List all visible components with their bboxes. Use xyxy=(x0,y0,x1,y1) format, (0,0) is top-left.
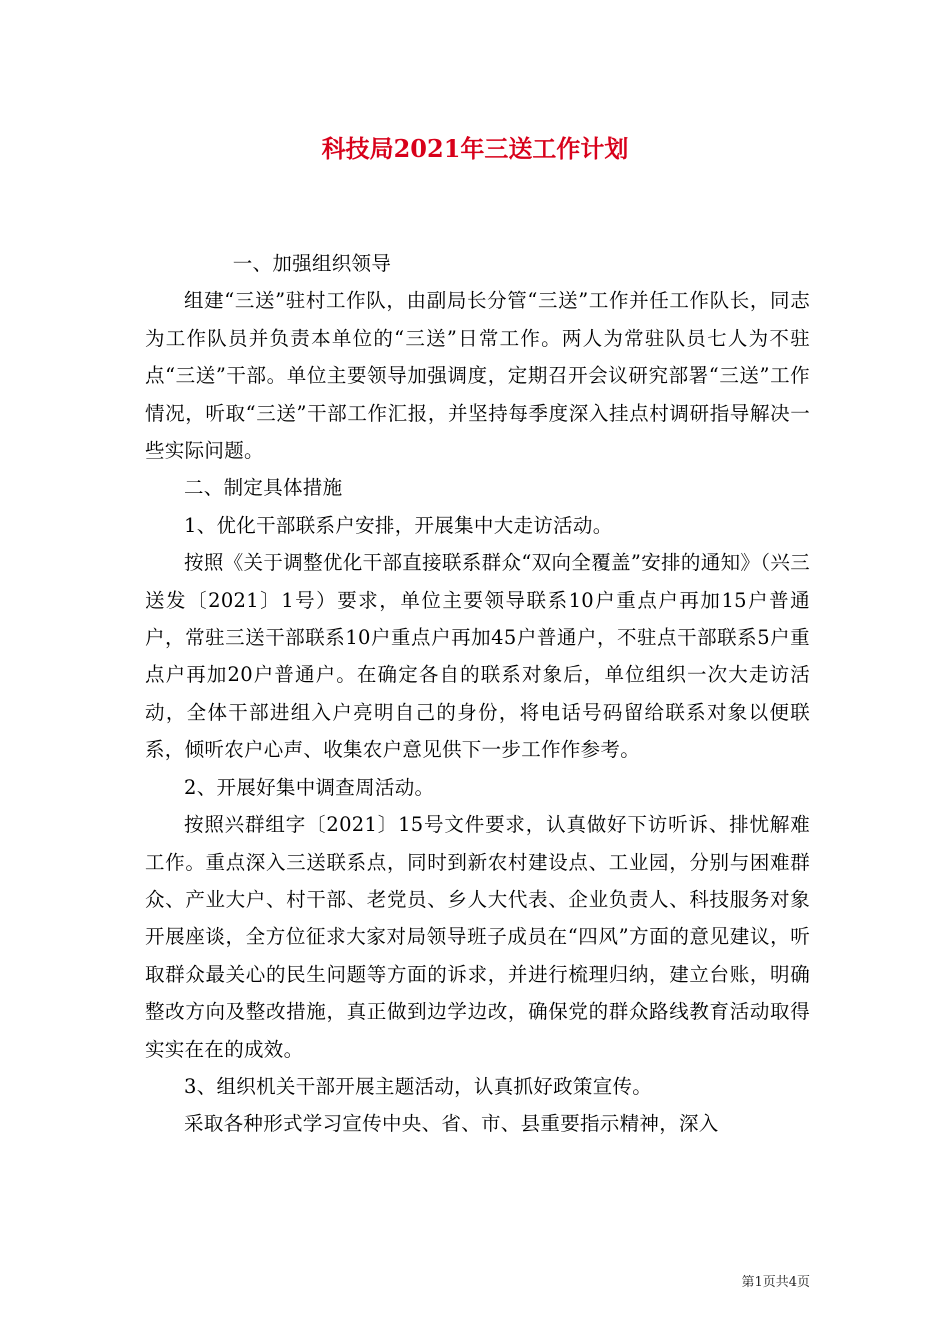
body-paragraph: 组建“三送”驻村工作队，由副局长分管“三送”工作并任工作队长，同志为工作队员并负责本单位的“三送”日常工作。两人为常驻队员七人为不驻点“三送”干部。单位主要领导加强调度，定期召开会议研究部署“三送”工作情况，听取“三送”干部工作汇报，并坚持每季度深入挂点村调研指导解决一些实际问题。 xyxy=(145,289,810,463)
page-title: 科技局2021年三送工作计划 xyxy=(321,134,629,163)
body-paragraph: 按照《关于调整优化干部直接联系群众“双向全覆盖”安排的通知》（兴三送发〔2021〕1号）要求，单位主要领导联系10户重点户再加15户普通户，常驻三送干部联系10户重点户再加45户普通户，不驻点干部联系5户重点户再加20户普通户。在确定各自的联系对象后，单位组织一次大走访活动，全体干部进组入户亮明自己的身份，将电话号码留给联系对象以便联系，倾听农户心声、收集农户意见供下一步工作作参考。 xyxy=(145,551,810,762)
body-paragraph: 按照兴群组字〔2021〕15号文件要求，认真做好下访听诉、排忧解难工作。重点深入三送联系点，同时到新农村建设点、工业园，分别与困难群众、产业大户、村干部、老党员、乡人大代表、企业负责人、科技服务对象开展座谈，全方位征求大家对局领导班子成员在“四风”方面的意见建议，听取群众最关心的民生问题等方面的诉求，并进行梳理归纳，建立台账，明确整改方向及整改措施，真正做到边学边改，确保党的群众路线教育活动取得实实在在的成效。 xyxy=(145,813,810,1061)
body-paragraph: 采取各种形式学习宣传中央、省、市、县重要指示精神，深入 xyxy=(184,1112,719,1136)
subsection-heading: 1、优化干部联系户安排，开展集中大走访活动。 xyxy=(184,513,613,537)
document-body xyxy=(145,245,810,1143)
section-heading: 一、加强组织领导 xyxy=(232,252,392,275)
page-number: 第1页共4页 xyxy=(741,1275,810,1290)
subsection-heading: 2、开展好集中调查周活动。 xyxy=(184,775,435,799)
section-heading: 二、制定具体措施 xyxy=(184,476,343,500)
subsection-heading: 3、组织机关干部开展主题活动，认真抓好政策宣传。 xyxy=(184,1074,653,1098)
